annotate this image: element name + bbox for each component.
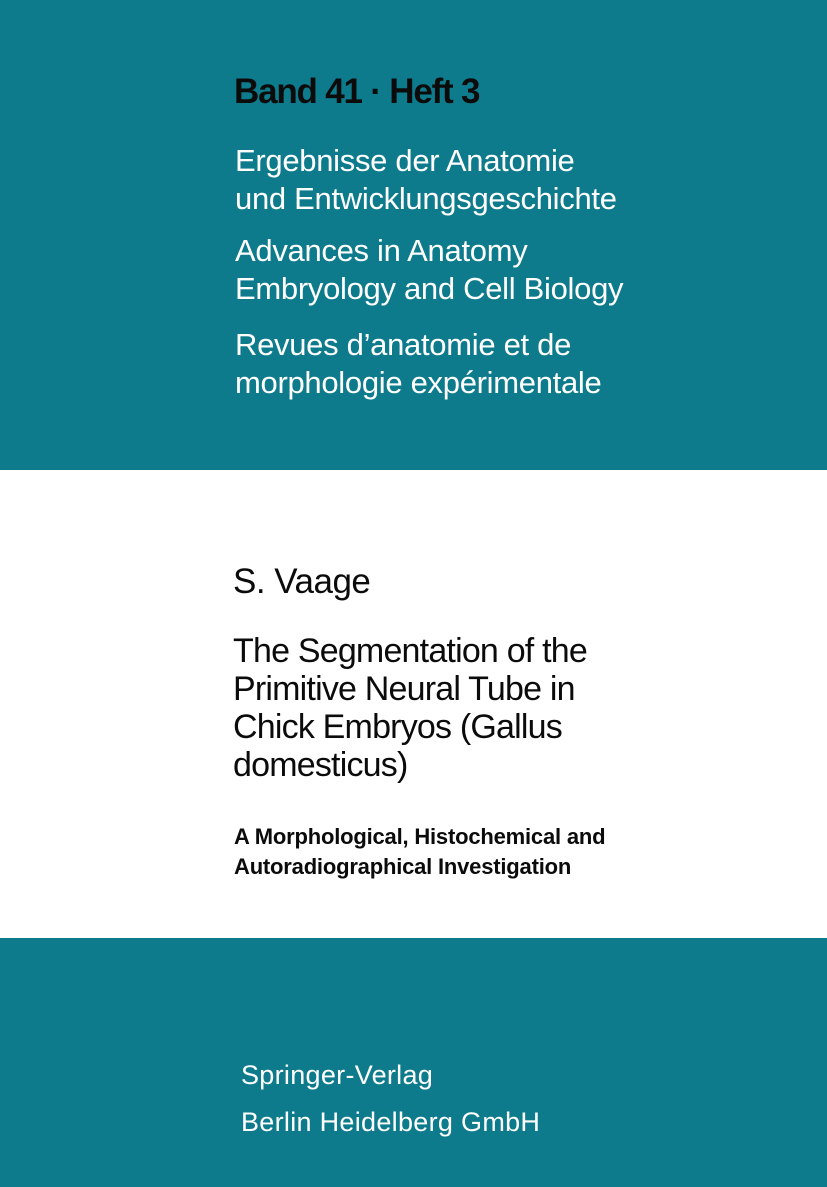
book-subtitle: A Morphological, Histochemical and Autoradiographical Investigation	[234, 824, 606, 879]
series-title-german: Ergebnisse der Anatomie und Entwicklungsgeschichte	[235, 143, 617, 216]
author-name: S. Vaage	[233, 562, 371, 601]
book-title: The Segmentation of the Primitive Neural Tube in Chick Embryos (Gallus domesticus)	[233, 632, 587, 784]
series-title-french: Revues d’anatomie et de morphologie expérimentale	[235, 327, 602, 400]
top-color-band	[0, 0, 827, 470]
volume-issue-label: Band 41 · Heft 3	[234, 72, 480, 111]
publisher-name: Springer-Verlag	[241, 1060, 434, 1090]
publisher-location: Berlin Heidelberg GmbH	[241, 1107, 541, 1137]
series-title-english: Advances in Anatomy Embryology and Cell Biology	[235, 233, 624, 306]
